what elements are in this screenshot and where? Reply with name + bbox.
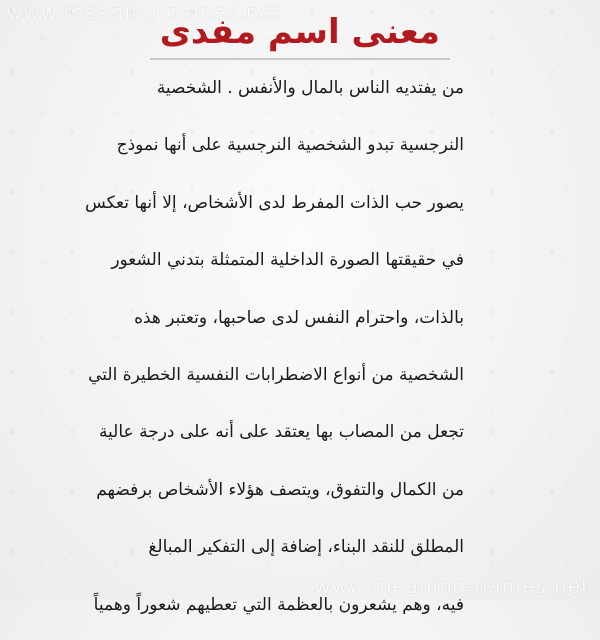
text-line: من يفتديه الناس بالمال والأنفس . الشخصية — [156, 78, 464, 98]
meaning-text — [44, 66, 464, 640]
text-line: تجعل من المصاب بها يعتقد على أنه على درجة عالية — [98, 422, 464, 443]
watermark-bottom: www.meaning-names.net — [314, 574, 590, 598]
text-line: فيه، وهم يشعرون بالعظمة التي تعطيهم شعوراً وهمياً — [93, 594, 464, 615]
text-line: النرجسية تبدو الشخصية النرجسية على أنها نموذج — [116, 135, 464, 156]
title-divider — [150, 58, 450, 60]
text-line: الشخصية من أنواع الاضطرابات النفسية الخطيرة التي — [88, 364, 464, 385]
text-line: من الكمال والتفوق، ويتصف هؤلاء الأشخاص برفضهم — [96, 479, 464, 500]
page-title: معنى اسم مفدى — [159, 12, 440, 52]
watermark-top: www.meaning-names.net — [6, 0, 282, 24]
text-line: يصور حب الذات المفرط لدى الأشخاص، إلا أنها تعكس — [84, 192, 464, 213]
text-line: بالذات، واحترام النفس لدى صاحبها، وتعتبر هذه — [134, 307, 464, 328]
text-line: في حقيقتها الصورة الداخلية المتمثلة بتدني الشعور — [111, 250, 464, 271]
text-line: المطلق للنقد البناء، إضافة إلى التفكير المبالغ — [148, 537, 464, 558]
